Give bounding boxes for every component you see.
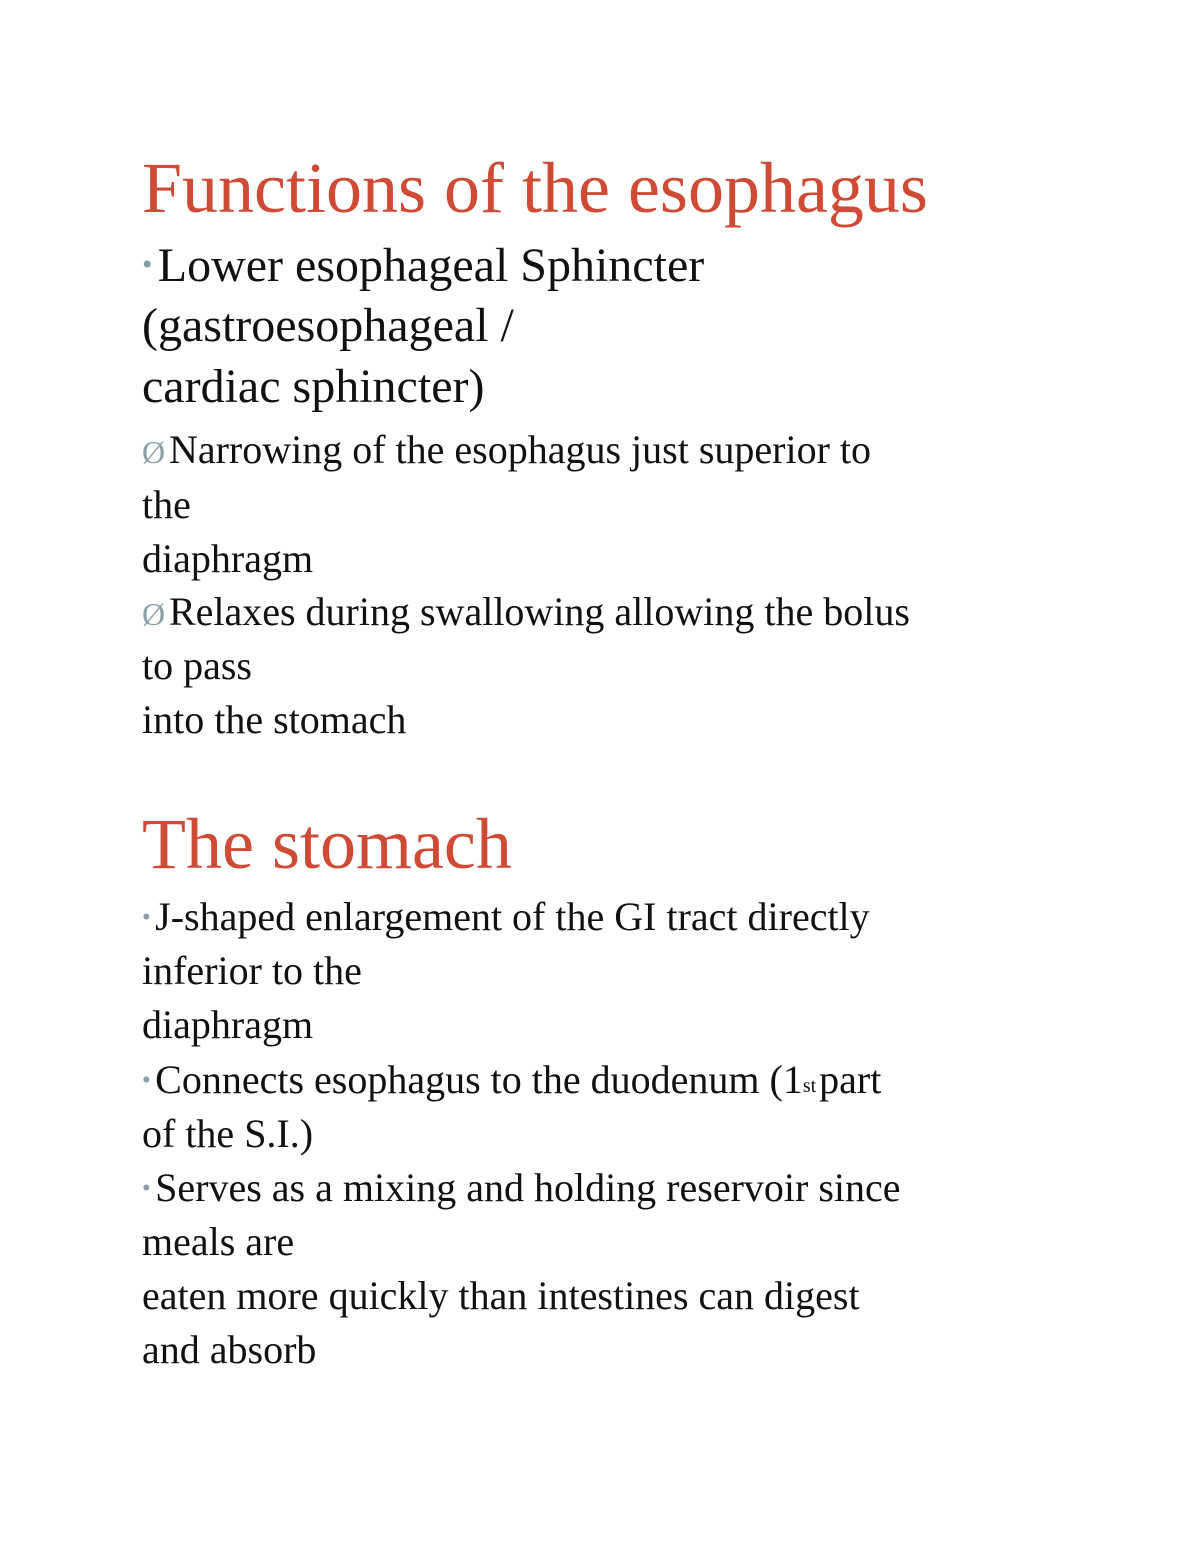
bullet-text: Connects esophagus to the duodenum (1 bbox=[155, 1057, 803, 1102]
bullet-item-connects bbox=[142, 1057, 882, 1102]
section-heading-stomach: The stomach bbox=[142, 804, 512, 884]
sub-item-continuation: into the stomach bbox=[142, 697, 407, 742]
sub-item-continuation: diaphragm bbox=[142, 536, 314, 581]
bullet-text-continued: part bbox=[819, 1057, 882, 1102]
section-heading-esophagus-functions: Functions of the esophagus bbox=[142, 148, 928, 228]
bullet-item-lower-esophageal-sphincter bbox=[142, 239, 705, 292]
bullet-item-serves bbox=[142, 1165, 901, 1210]
arrow-bullet-icon: Ø bbox=[142, 596, 166, 632]
sub-item-narrowing bbox=[142, 427, 872, 472]
bullet-icon: • bbox=[142, 1066, 151, 1094]
bullet-icon: • bbox=[142, 903, 151, 931]
bullet-text: Lower esophageal Sphincter bbox=[157, 239, 705, 292]
bullet-continuation: meals are bbox=[142, 1219, 295, 1264]
bullet-continuation: (gastroesophageal / bbox=[142, 299, 514, 352]
ordinal-suffix: st bbox=[802, 1075, 817, 1097]
sub-item-continuation: the bbox=[142, 482, 191, 527]
bullet-continuation: eaten more quickly than intestines can digest bbox=[142, 1273, 860, 1318]
sub-item-relaxes bbox=[142, 589, 910, 634]
bullet-continuation: diaphragm bbox=[142, 1002, 314, 1047]
bullet-icon: • bbox=[142, 248, 153, 282]
bullet-text: J-shaped enlargement of the GI tract directly bbox=[155, 894, 870, 939]
bullet-continuation: and absorb bbox=[142, 1327, 317, 1372]
sub-item-continuation: to pass bbox=[142, 643, 252, 688]
bullet-continuation: inferior to the bbox=[142, 948, 362, 993]
arrow-bullet-icon: Ø bbox=[142, 434, 166, 470]
bullet-text: Serves as a mixing and holding reservoir since bbox=[155, 1165, 901, 1210]
sub-item-text: Narrowing of the esophagus just superior to bbox=[168, 427, 872, 472]
bullet-icon: • bbox=[142, 1174, 151, 1202]
bullet-item-j-shaped bbox=[142, 894, 870, 939]
sub-item-text: Relaxes during swallowing allowing the bolus bbox=[168, 589, 910, 634]
bullet-continuation: cardiac sphincter) bbox=[142, 360, 485, 413]
bullet-continuation: of the S.I.) bbox=[142, 1111, 314, 1156]
